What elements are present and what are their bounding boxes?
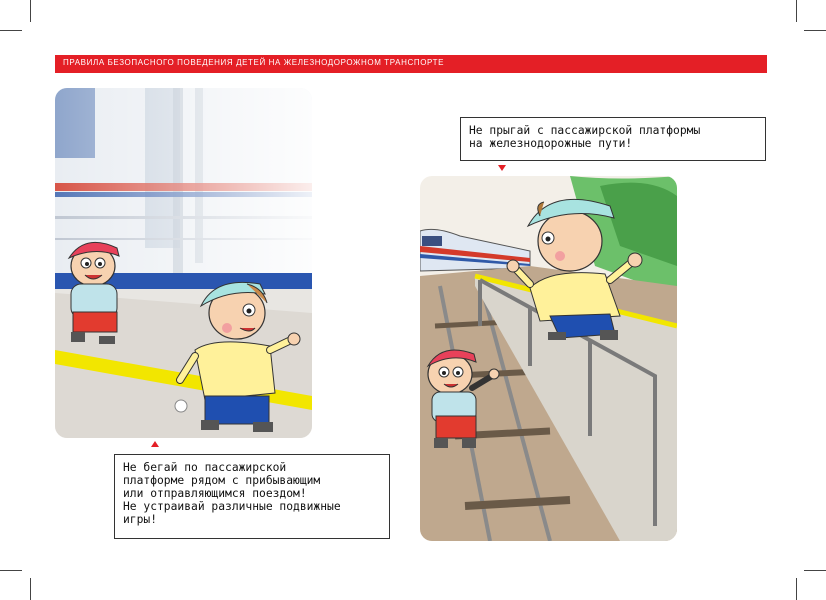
crop-mark xyxy=(804,30,826,31)
caption-line: Не устраивай различные подвижные xyxy=(123,500,341,513)
crop-mark xyxy=(30,578,31,600)
crop-mark xyxy=(0,30,22,31)
caption-pointer xyxy=(498,165,506,171)
crop-mark xyxy=(30,0,31,22)
crop-mark xyxy=(0,570,22,571)
caption-line: на железнодорожные пути! xyxy=(469,137,633,150)
crop-mark xyxy=(804,570,826,571)
illustration-running-on-platform xyxy=(55,88,312,438)
caption-line: или отправляющимся поездом! xyxy=(123,487,307,500)
header-band xyxy=(55,55,767,73)
caption-line: игры! xyxy=(123,513,158,526)
caption-left xyxy=(114,454,390,539)
caption-line: Не бегай по пассажирской xyxy=(123,461,287,474)
crop-mark xyxy=(796,0,797,22)
crop-mark xyxy=(796,578,797,600)
caption-right xyxy=(460,117,766,161)
caption-pointer xyxy=(151,441,159,447)
page-title: ПРАВИЛА БЕЗОПАСНОГО ПОВЕДЕНИЯ ДЕТЕЙ НА ЖЕЛЕЗНОДОРОЖНОМ ТРАНСПОРТЕ xyxy=(63,58,445,67)
caption-line: Не прыгай с пассажирской платформы xyxy=(469,124,701,137)
illustration-jumping-from-platform xyxy=(420,176,677,541)
caption-line: платформе рядом с прибывающим xyxy=(123,474,321,487)
